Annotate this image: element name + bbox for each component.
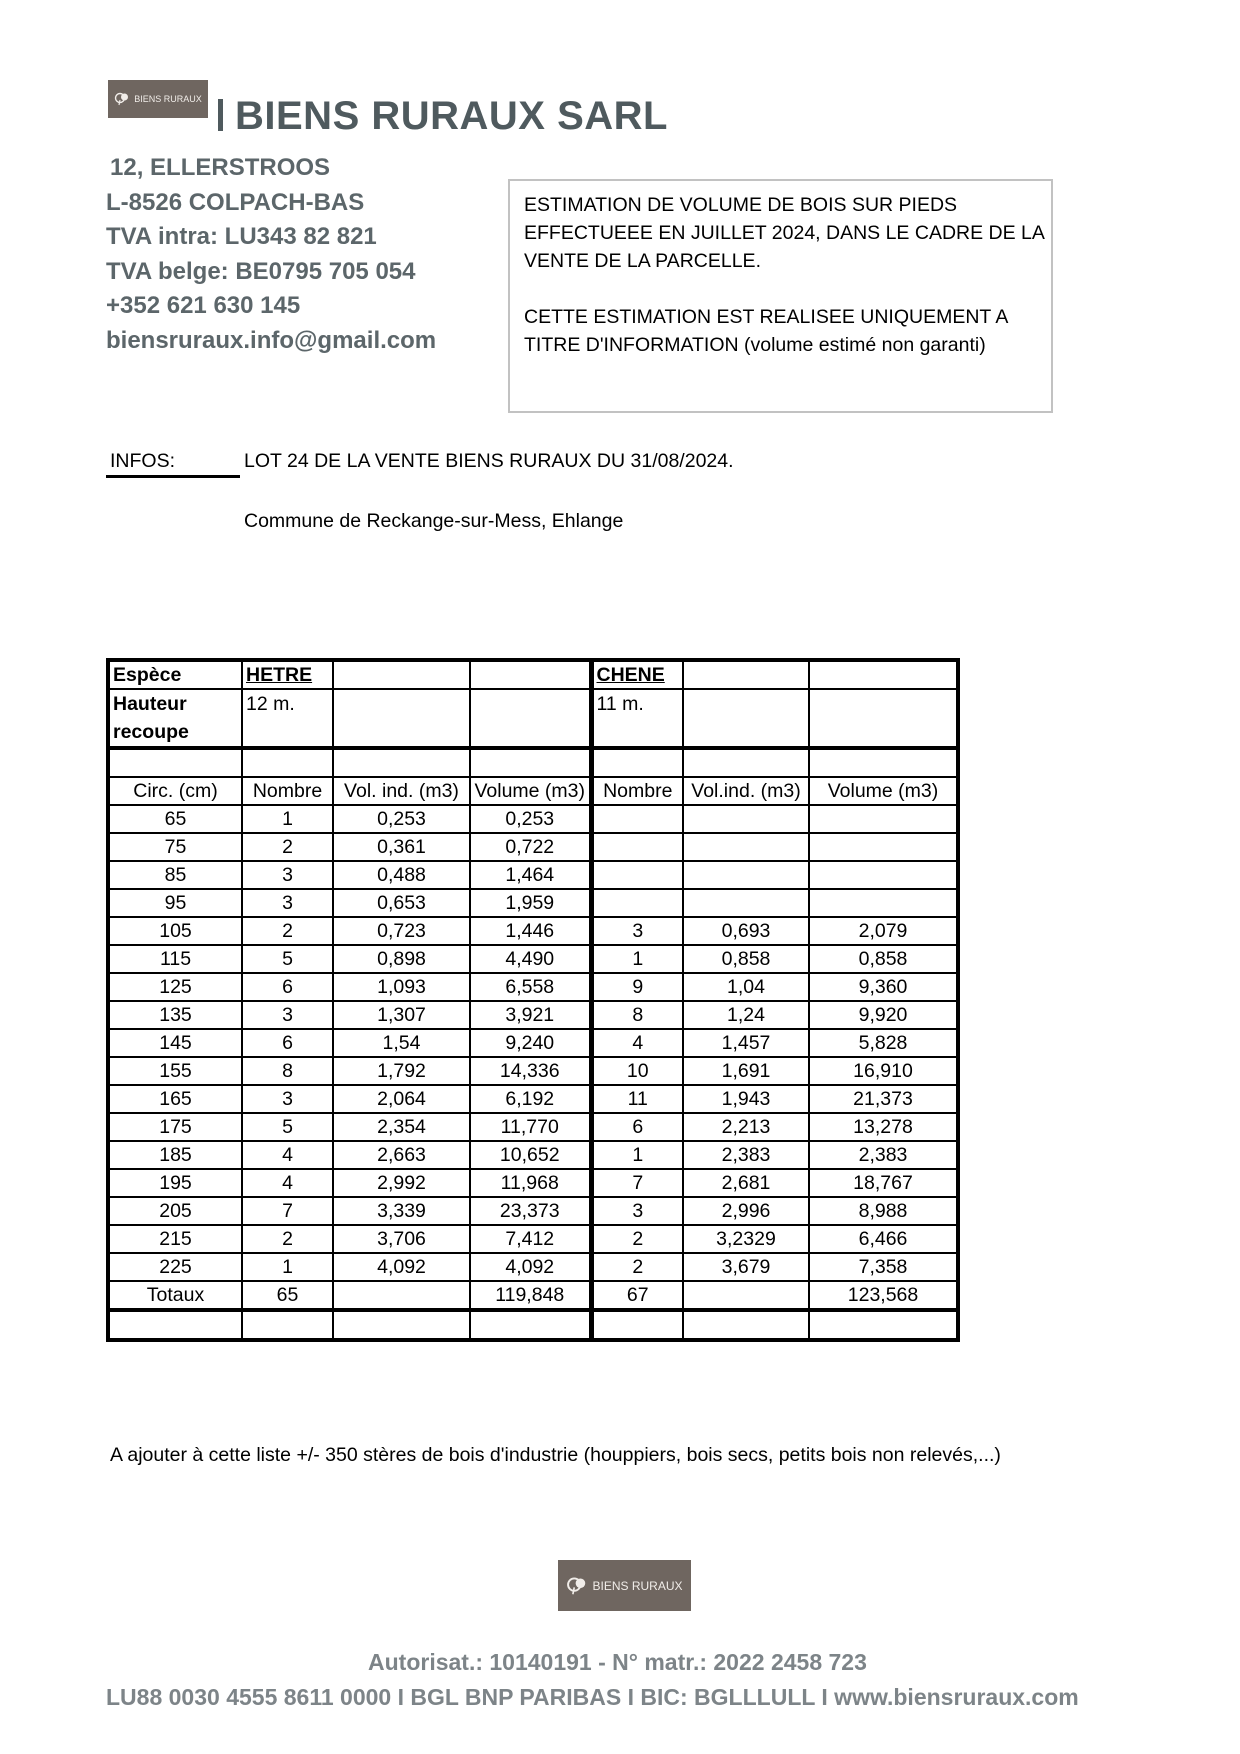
- disclaimer-line: TITRE D'INFORMATION (volume estimé non garanti): [524, 334, 986, 356]
- cell-hetre-volume: 4,490: [470, 945, 591, 973]
- cell-chene-volume: [809, 833, 958, 861]
- column-header: Circ. (cm): [108, 777, 242, 805]
- cell-chene-volume: 5,828: [809, 1029, 958, 1057]
- cell-hetre-volume: 11,770: [470, 1113, 591, 1141]
- empty-cell: [108, 1310, 242, 1340]
- empty-cell: [591, 1310, 683, 1340]
- cell-hetre-volume: 11,968: [470, 1169, 591, 1197]
- cell-hetre-vol-ind: 0,488: [333, 861, 470, 889]
- column-header: Nombre: [591, 777, 683, 805]
- cell-hetre-vol-ind: 1,54: [333, 1029, 470, 1057]
- leaf-icon: [114, 92, 130, 106]
- infos-underline: [106, 475, 240, 478]
- cell-chene-nombre: 3: [591, 917, 683, 945]
- cell-hetre-vol-ind: 0,653: [333, 889, 470, 917]
- cell-circ: 175: [108, 1113, 242, 1141]
- cell-chene-volume: 2,079: [809, 917, 958, 945]
- cell-hetre-volume: 6,192: [470, 1085, 591, 1113]
- cell-circ: 75: [108, 833, 242, 861]
- cell-circ: 65: [108, 805, 242, 833]
- company-name: BIENS RURAUX SARL: [218, 94, 668, 139]
- cell-chene-vol-ind: 2,383: [683, 1141, 809, 1169]
- table-row: [108, 1141, 958, 1169]
- infos-label: INFOS:: [110, 450, 176, 472]
- cell-hetre-nombre: 1: [242, 805, 333, 833]
- empty-cell: [809, 689, 958, 748]
- cell-chene-vol-ind: [683, 861, 809, 889]
- cell-chene-nombre: 1: [591, 945, 683, 973]
- cell-chene-vol-ind: 1,24: [683, 1001, 809, 1029]
- cell-circ: 95: [108, 889, 242, 917]
- height-label: Hauteur recoupe: [108, 689, 242, 748]
- cell-chene-nombre: 1: [591, 1141, 683, 1169]
- cell-hetre-nombre: 4: [242, 1169, 333, 1197]
- totals-cell: 65: [242, 1281, 333, 1310]
- cell-chene-volume: [809, 861, 958, 889]
- cell-chene-vol-ind: 3,679: [683, 1253, 809, 1281]
- table-row: [108, 889, 958, 917]
- title-bar-divider: [218, 99, 223, 131]
- column-header: Nombre: [242, 777, 333, 805]
- disclaimer-box: [508, 179, 1053, 413]
- cell-hetre-nombre: 2: [242, 917, 333, 945]
- cell-hetre-volume: 9,240: [470, 1029, 591, 1057]
- species-label: Espèce: [108, 660, 242, 689]
- totals-cell: [333, 1281, 470, 1310]
- vat-belgian: TVA belge: BE0795 705 054: [106, 258, 416, 285]
- cell-hetre-vol-ind: 0,361: [333, 833, 470, 861]
- table-row: [108, 1085, 958, 1113]
- cell-hetre-vol-ind: 0,898: [333, 945, 470, 973]
- empty-cell: [809, 748, 958, 777]
- cell-hetre-vol-ind: 1,093: [333, 973, 470, 1001]
- cell-chene-nombre: [591, 861, 683, 889]
- empty-cell: [809, 660, 958, 689]
- cell-chene-vol-ind: [683, 833, 809, 861]
- empty-cell: [470, 689, 591, 748]
- totals-cell: [683, 1281, 809, 1310]
- cell-chene-volume: 7,358: [809, 1253, 958, 1281]
- height-chene: 11 m.: [591, 689, 683, 748]
- cell-hetre-nombre: 2: [242, 1225, 333, 1253]
- cell-hetre-vol-ind: 3,339: [333, 1197, 470, 1225]
- cell-hetre-volume: 1,446: [470, 917, 591, 945]
- cell-circ: 195: [108, 1169, 242, 1197]
- empty-cell: [470, 1310, 591, 1340]
- cell-hetre-nombre: 1: [242, 1253, 333, 1281]
- address-city: L-8526 COLPACH-BAS: [106, 189, 365, 216]
- totals-cell: 119,848: [470, 1281, 591, 1310]
- empty-cell: [470, 748, 591, 777]
- column-header: Volume (m3): [809, 777, 958, 805]
- cell-hetre-vol-ind: 2,992: [333, 1169, 470, 1197]
- cell-chene-vol-ind: [683, 889, 809, 917]
- address-street: 12, ELLERSTROOS: [110, 154, 331, 181]
- empty-cell: [809, 1310, 958, 1340]
- cell-chene-vol-ind: 1,04: [683, 973, 809, 1001]
- cell-hetre-nombre: 4: [242, 1141, 333, 1169]
- infos-commune: Commune de Reckange-sur-Mess, Ehlange: [244, 510, 624, 532]
- cell-chene-vol-ind: 1,691: [683, 1057, 809, 1085]
- cell-chene-volume: 21,373: [809, 1085, 958, 1113]
- cell-hetre-volume: 23,373: [470, 1197, 591, 1225]
- cell-chene-vol-ind: 1,943: [683, 1085, 809, 1113]
- cell-chene-volume: 16,910: [809, 1057, 958, 1085]
- table-row: [108, 833, 958, 861]
- phone-number: +352 621 630 145: [106, 292, 301, 319]
- cell-chene-volume: 9,360: [809, 973, 958, 1001]
- cell-hetre-nombre: 7: [242, 1197, 333, 1225]
- footer-registration: Autorisat.: 10140191 - N° matr.: 2022 2458 723: [368, 1649, 867, 1675]
- cell-chene-vol-ind: 2,681: [683, 1169, 809, 1197]
- cell-circ: 105: [108, 917, 242, 945]
- cell-hetre-volume: 4,092: [470, 1253, 591, 1281]
- cell-hetre-vol-ind: 2,354: [333, 1113, 470, 1141]
- blank-row: [108, 1310, 958, 1340]
- cell-chene-volume: 9,920: [809, 1001, 958, 1029]
- empty-cell: [333, 748, 470, 777]
- table-row: [108, 1001, 958, 1029]
- cell-hetre-volume: 14,336: [470, 1057, 591, 1085]
- volume-table: [106, 658, 960, 1342]
- cell-hetre-vol-ind: 0,723: [333, 917, 470, 945]
- cell-circ: 135: [108, 1001, 242, 1029]
- cell-hetre-nombre: 5: [242, 1113, 333, 1141]
- cell-circ: 225: [108, 1253, 242, 1281]
- cell-hetre-nombre: 2: [242, 833, 333, 861]
- empty-cell: [683, 748, 809, 777]
- cell-chene-nombre: 8: [591, 1001, 683, 1029]
- cell-chene-nombre: 7: [591, 1169, 683, 1197]
- table-row: [108, 805, 958, 833]
- cell-circ: 85: [108, 861, 242, 889]
- column-header: Vol.ind. (m3): [683, 777, 809, 805]
- cell-hetre-nombre: 6: [242, 973, 333, 1001]
- cell-chene-volume: [809, 805, 958, 833]
- cell-chene-nombre: 11: [591, 1085, 683, 1113]
- cell-chene-vol-ind: 0,693: [683, 917, 809, 945]
- cell-chene-volume: 18,767: [809, 1169, 958, 1197]
- height-row: [108, 689, 958, 748]
- table-row: [108, 1169, 958, 1197]
- cell-circ: 115: [108, 945, 242, 973]
- cell-chene-nombre: [591, 889, 683, 917]
- species-hetre: HETRE: [242, 660, 333, 689]
- cell-hetre-vol-ind: 1,792: [333, 1057, 470, 1085]
- cell-chene-nombre: 9: [591, 973, 683, 1001]
- cell-chene-nombre: [591, 833, 683, 861]
- empty-cell: [470, 660, 591, 689]
- cell-chene-vol-ind: 2,996: [683, 1197, 809, 1225]
- empty-cell: [108, 748, 242, 777]
- cell-hetre-vol-ind: 1,307: [333, 1001, 470, 1029]
- cell-hetre-volume: 0,722: [470, 833, 591, 861]
- height-hetre: 12 m.: [242, 689, 333, 748]
- totals-label: Totaux: [108, 1281, 242, 1310]
- species-row: [108, 660, 958, 689]
- empty-cell: [683, 1310, 809, 1340]
- table-row: [108, 1253, 958, 1281]
- cell-hetre-vol-ind: 0,253: [333, 805, 470, 833]
- cell-hetre-volume: 10,652: [470, 1141, 591, 1169]
- logo-text: BIENS RURAUX: [134, 94, 202, 104]
- empty-cell: [242, 748, 333, 777]
- cell-chene-nombre: 4: [591, 1029, 683, 1057]
- table-row: [108, 1029, 958, 1057]
- company-logo: [108, 80, 208, 118]
- cell-hetre-vol-ind: 4,092: [333, 1253, 470, 1281]
- cell-hetre-volume: 0,253: [470, 805, 591, 833]
- infos-lot: LOT 24 DE LA VENTE BIENS RURAUX DU 31/08/2024.: [244, 450, 734, 472]
- vat-intra: TVA intra: LU343 82 821: [106, 223, 377, 250]
- cell-hetre-nombre: 3: [242, 1001, 333, 1029]
- cell-hetre-volume: 1,464: [470, 861, 591, 889]
- disclaimer-line: EFFECTUEEE EN JUILLET 2024, DANS LE CADRE DE LA: [524, 222, 1045, 244]
- cell-hetre-nombre: 3: [242, 889, 333, 917]
- disclaimer-line: ESTIMATION DE VOLUME DE BOIS SUR PIEDS: [524, 194, 958, 216]
- table-row: [108, 945, 958, 973]
- cell-hetre-nombre: 6: [242, 1029, 333, 1057]
- cell-chene-volume: 13,278: [809, 1113, 958, 1141]
- disclaimer-line: VENTE DE LA PARCELLE.: [524, 250, 761, 272]
- cell-hetre-volume: 1,959: [470, 889, 591, 917]
- empty-cell: [333, 1310, 470, 1340]
- cell-chene-volume: [809, 889, 958, 917]
- cell-chene-vol-ind: 1,457: [683, 1029, 809, 1057]
- cell-chene-volume: 2,383: [809, 1141, 958, 1169]
- cell-chene-vol-ind: 2,213: [683, 1113, 809, 1141]
- industrial-wood-note: A ajouter à cette liste +/- 350 stères de bois d'industrie (houppiers, bois secs, petits bois non relevés,...): [110, 1444, 1001, 1466]
- cell-chene-nombre: 2: [591, 1225, 683, 1253]
- cell-chene-volume: 6,466: [809, 1225, 958, 1253]
- cell-chene-nombre: 2: [591, 1253, 683, 1281]
- table-row: [108, 1225, 958, 1253]
- cell-chene-nombre: 10: [591, 1057, 683, 1085]
- empty-cell: [242, 1310, 333, 1340]
- cell-hetre-vol-ind: 2,064: [333, 1085, 470, 1113]
- cell-hetre-vol-ind: 2,663: [333, 1141, 470, 1169]
- empty-cell: [333, 660, 470, 689]
- table-row: [108, 973, 958, 1001]
- footer-logo: [558, 1560, 691, 1611]
- leaf-icon: [566, 1576, 588, 1596]
- cell-circ: 185: [108, 1141, 242, 1169]
- cell-hetre-nombre: 8: [242, 1057, 333, 1085]
- totals-cell: 67: [591, 1281, 683, 1310]
- table-row: [108, 1113, 958, 1141]
- table-row: [108, 861, 958, 889]
- cell-chene-nombre: 3: [591, 1197, 683, 1225]
- cell-chene-vol-ind: 3,2329: [683, 1225, 809, 1253]
- empty-cell: [333, 689, 470, 748]
- cell-hetre-volume: 6,558: [470, 973, 591, 1001]
- cell-hetre-volume: 3,921: [470, 1001, 591, 1029]
- cell-circ: 125: [108, 973, 242, 1001]
- cell-circ: 155: [108, 1057, 242, 1085]
- email-address[interactable]: biensruraux.info@gmail.com: [106, 327, 437, 354]
- column-header: Volume (m3): [470, 777, 591, 805]
- cell-circ: 205: [108, 1197, 242, 1225]
- cell-hetre-vol-ind: 3,706: [333, 1225, 470, 1253]
- cell-chene-nombre: 6: [591, 1113, 683, 1141]
- disclaimer-spacer: [524, 275, 1037, 303]
- table-row: [108, 917, 958, 945]
- cell-circ: 165: [108, 1085, 242, 1113]
- cell-hetre-nombre: 5: [242, 945, 333, 973]
- empty-cell: [591, 748, 683, 777]
- cell-chene-vol-ind: [683, 805, 809, 833]
- species-chene: CHENE: [591, 660, 683, 689]
- cell-hetre-nombre: 3: [242, 861, 333, 889]
- blank-row: [108, 748, 958, 777]
- cell-chene-volume: 8,988: [809, 1197, 958, 1225]
- column-header-row: [108, 777, 958, 805]
- totals-row: [108, 1281, 958, 1310]
- cell-chene-vol-ind: 0,858: [683, 945, 809, 973]
- cell-chene-nombre: [591, 805, 683, 833]
- totals-cell: 123,568: [809, 1281, 958, 1310]
- empty-cell: [683, 660, 809, 689]
- table-row: [108, 1197, 958, 1225]
- cell-hetre-nombre: 3: [242, 1085, 333, 1113]
- disclaimer-line: CETTE ESTIMATION EST REALISEE UNIQUEMENT A: [524, 306, 1009, 328]
- column-header: Vol. ind. (m3): [333, 777, 470, 805]
- table-row: [108, 1057, 958, 1085]
- empty-cell: [683, 689, 809, 748]
- cell-hetre-volume: 7,412: [470, 1225, 591, 1253]
- logo-text: BIENS RURAUX: [592, 1578, 683, 1593]
- cell-circ: 215: [108, 1225, 242, 1253]
- footer-bank-details: LU88 0030 4555 8611 0000 I BGL BNP PARIBAS I BIC: BGLLLULL I www.biensruraux.com: [106, 1684, 1079, 1710]
- cell-circ: 145: [108, 1029, 242, 1057]
- cell-chene-volume: 0,858: [809, 945, 958, 973]
